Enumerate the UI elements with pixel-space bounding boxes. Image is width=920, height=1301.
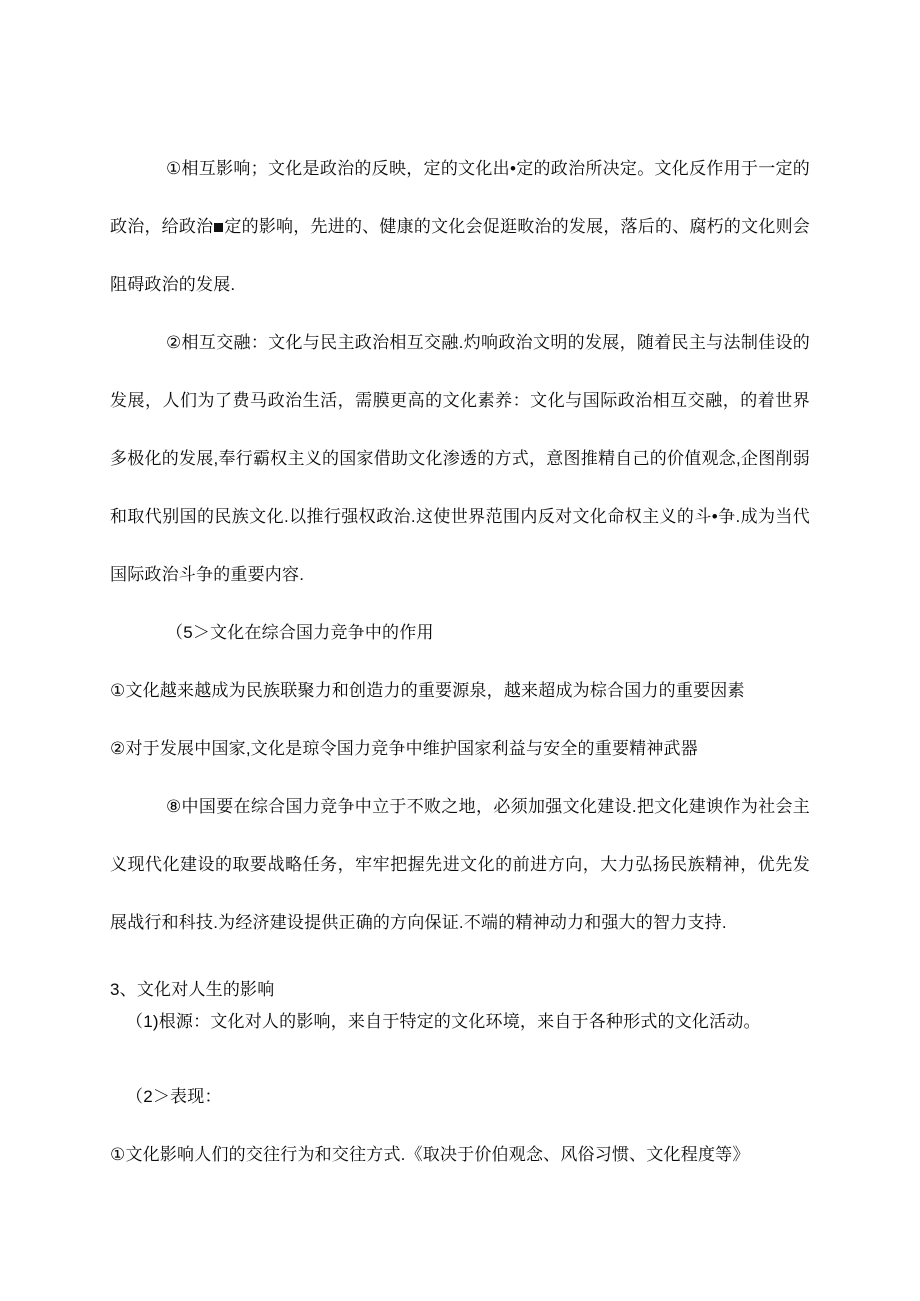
list-item-5-2: ②对于发展中国家,文化是琼令国力竞争中维护国家利益与安全的重要精神武器 bbox=[110, 739, 698, 758]
paragraph-mutual-influence-part1: ①相互影响；文化是政治的反映，定的文化出•定的政治所决定。文化反作用于一定的政治，给政治 bbox=[110, 159, 810, 236]
paragraph-mutual-influence bbox=[110, 140, 810, 314]
list-item-3-2-a: ①文化影响人们的交往行为和交往方式.《取决于价伯观念、风俗习惯、文化程度等》 bbox=[110, 1145, 750, 1164]
paragraph-mutual-influence-part2: 定的影响，先进的、健康的文化会促逛畋治的发展，落后的、腐朽的文化则会阻碍政治的发展. bbox=[110, 217, 810, 294]
document-body bbox=[110, 140, 810, 1184]
list-item-3-2-manifestation: （2＞表现： bbox=[126, 1087, 222, 1106]
heading-section-5: （5＞文化在综合国力竞争中的作用 bbox=[166, 623, 434, 642]
ink-smudge-block-icon bbox=[214, 223, 223, 232]
list-item-5-1: ①文化越来越成为民族联聚力和创造力的重要源泉，越来超成为棕合国力的重要因素 bbox=[110, 681, 745, 700]
vertical-spacer bbox=[110, 1038, 810, 1068]
paragraph-mutual-integration: ②相互交融：文化与民主政治相互交融.灼响政治文明的发展，随着民主与法制佳设的发展，人们为了费马政治生活，需膜更高的文化素养：文化与国际政治相互交融，的着世界多极化的发展,奉行霸权主义的国家借助文化渗透的方式，意图推精自己的价值观念,企图削弱和取代别国的民族文化.以推行强权政治.这使世界范围内反对文化命权主义的斗•争.成为当代国际政治斗争的重要内容. bbox=[110, 333, 810, 584]
heading-section-3: 3、文化对人生的影响 bbox=[110, 980, 275, 999]
list-item-5-3: ⑧中国要在综合国力竞争中立于不败之地，必须加强文化建设.把文化建谀作为社会主义现代化建设的取要战略任务，牢牢把握先进文化的前进方向，大力弘扬民族精神，优先发展战行和科技.为经济建设提供正确的方向保证.不端的精神动力和强大的智力支持. bbox=[110, 797, 810, 932]
section-3-group bbox=[110, 974, 810, 1038]
list-item-3-1-source: （1)根源：文化对人的影响，来自于特定的文化环境，来自于各种形式的文化活动。 bbox=[126, 1012, 761, 1031]
